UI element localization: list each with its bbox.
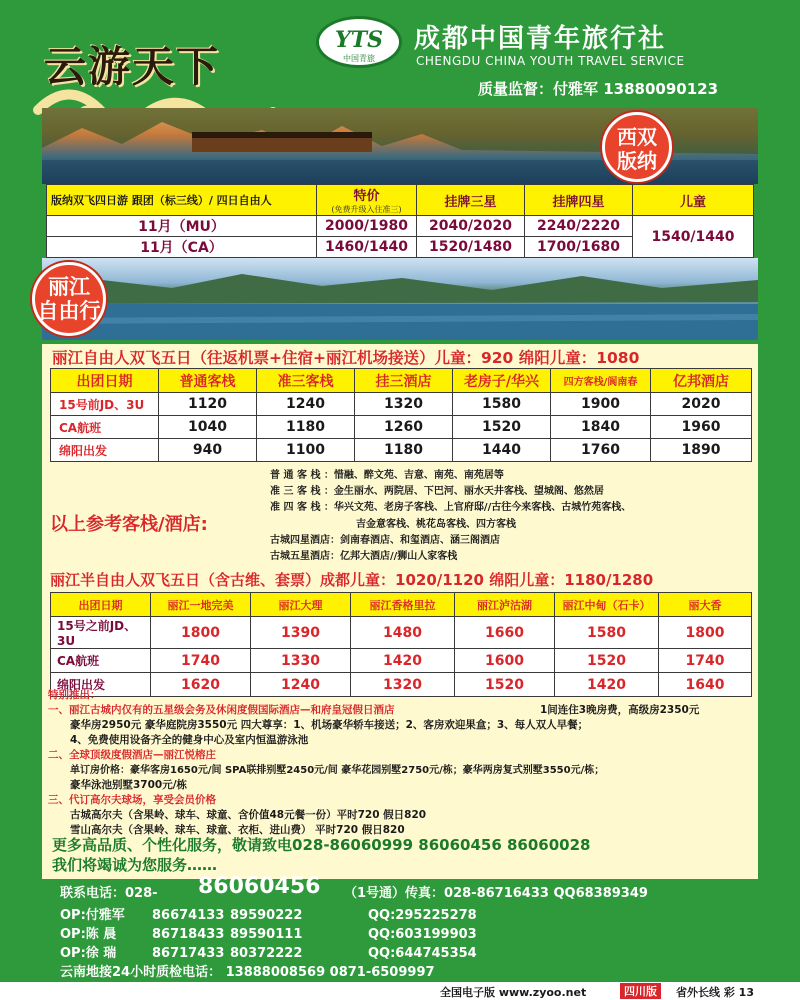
table-cell: 1600 bbox=[455, 649, 555, 673]
table-header-cell: 普通客栈 bbox=[159, 369, 257, 393]
table-header-cell: 丽江一地完美 bbox=[151, 593, 251, 617]
table-header-cell: 丽江大理 bbox=[251, 593, 351, 617]
logo-subtitle: 中国青旅 bbox=[343, 54, 375, 63]
special-offer-3-line: 古城高尔夫（含果岭、球车、球童、含价值48元餐一份）平时720 假日820 bbox=[70, 809, 427, 821]
footer-bar bbox=[0, 982, 800, 1000]
table-header-row bbox=[47, 185, 754, 216]
reference-line: 古城四星酒店：剑南春酒店、和玺酒店、涵三阁酒店 bbox=[270, 534, 500, 546]
table-cell: 1040 bbox=[159, 416, 257, 439]
table-cell: 1580 bbox=[453, 393, 551, 416]
table-header-cell: 亿邦酒店 bbox=[651, 369, 752, 393]
table-cell: 1120 bbox=[159, 393, 257, 416]
lake-scene-decoration bbox=[42, 258, 758, 340]
table-cell: 11月（CA） bbox=[47, 237, 317, 258]
table-cell: 1840 bbox=[551, 416, 651, 439]
table-cell: 1580 bbox=[555, 617, 659, 649]
special-offers-heading: 特别推出： bbox=[48, 689, 101, 701]
main-phone-row bbox=[48, 874, 756, 906]
lijiang-semi-free-title: 丽江半自由人双飞五日（含古维、套票）成都儿童：1020/1120 绵阳儿童：1180/1280 bbox=[50, 571, 654, 589]
table-cell: 1420 bbox=[351, 649, 455, 673]
special-offer-2-line: 豪华泳池别墅3700元/栋 bbox=[70, 779, 188, 791]
table-cell: 1800 bbox=[151, 617, 251, 649]
cta-line: 我们将竭诚为您服务…… bbox=[52, 856, 218, 874]
lijiang-badge bbox=[32, 262, 106, 336]
reference-hotels-title: 以上参考客栈/酒店: bbox=[50, 514, 208, 535]
table-header-cell: 四方客栈/阆南春 bbox=[551, 369, 651, 393]
reference-line: 普 通 客 栈 ：惜融、醉文苑、吉意、南苑、南苑居等 bbox=[270, 470, 504, 481]
table-header-cell: 丽江香格里拉 bbox=[351, 593, 455, 617]
table-cell: 1620 bbox=[151, 673, 251, 697]
reference-line: 准 四 客 栈 ：华兴文苑、老房子客栈、上官府邸//古往今来客栈、古城竹苑客栈、 bbox=[270, 502, 632, 514]
xsbn-price-table bbox=[46, 184, 754, 258]
agency-name-en: CHENGDU CHINA YOUTH TRAVEL SERVICE bbox=[416, 54, 685, 68]
table-header-cell: 特价 (免费升级入住准三) bbox=[317, 185, 417, 216]
special-offer-2: 二、全球顶级度假酒店—丽江悦榕庄 bbox=[48, 749, 216, 761]
lijiang-badge-line2: 自由行 bbox=[37, 299, 101, 323]
operator-row: OP:付雅军 86674133 89590222 QQ:295225278 bbox=[60, 908, 477, 923]
special-offer-3: 三、代订高尔夫球场，享受会员价格 bbox=[48, 794, 216, 806]
xsbn-badge-line1: 西双 bbox=[617, 125, 657, 149]
table-cell: 1420 bbox=[555, 673, 659, 697]
footer-edition: 四川版 bbox=[620, 983, 661, 999]
table-cell: 1330 bbox=[251, 649, 351, 673]
special-offer-1-line: 4、免费使用设备齐全的健身中心及室内恒温游泳池 bbox=[70, 734, 309, 746]
table-cell: 1240 bbox=[251, 673, 351, 697]
table-cell: 1890 bbox=[651, 439, 752, 462]
brand-logo-text: 云游天下 bbox=[44, 42, 221, 91]
table-header-cell: 老房子/华兴 bbox=[453, 369, 551, 393]
fax-qq: （1号通）传真：028-86716433 QQ68389349 bbox=[344, 886, 648, 901]
quality-supervisor: 质量监督：付雅军 13880090123 bbox=[478, 80, 719, 98]
table-row bbox=[47, 216, 754, 237]
table-cell: 1320 bbox=[351, 673, 455, 697]
table-row bbox=[51, 649, 752, 673]
table-cell: 绵阳出发 bbox=[51, 439, 159, 462]
table-cell: 940 bbox=[159, 439, 257, 462]
table-cell: 1740 bbox=[151, 649, 251, 673]
table-cell: 1480 bbox=[351, 617, 455, 649]
table-header-cell: 准三客栈 bbox=[257, 369, 355, 393]
lijiang-free-title: 丽江自由人双飞五日（往返机票+住宿+丽江机场接送）儿童：920 绵阳儿童：1080 bbox=[52, 349, 640, 367]
table-cell: 1320 bbox=[355, 393, 453, 416]
table-cell: 1100 bbox=[257, 439, 355, 462]
reference-line: 古城五星酒店：亿邦大酒店//狮山人家客栈 bbox=[270, 551, 458, 563]
table-cell: 1900 bbox=[551, 393, 651, 416]
phone-label: 联系电话：028- bbox=[60, 886, 158, 901]
table-cell: 1740 bbox=[659, 649, 752, 673]
table-cell: 1960 bbox=[651, 416, 752, 439]
table-cell: 1460/1440 bbox=[317, 237, 417, 258]
yunnan-hotline: 云南地接24小时质检电话： 13888008569 0871-6509997 bbox=[60, 965, 435, 980]
special-offer-1: 一、丽江古城内仅有的五星级会务及休闲度假国际酒店—和府皇冠假日酒店 1间连住3晚房费，高级房2350元 bbox=[48, 704, 700, 716]
table-header-cell: 丽江泸沽湖 bbox=[455, 593, 555, 617]
table-header-cell: 挂三酒店 bbox=[355, 369, 453, 393]
table-header-cell: 挂牌四星 bbox=[525, 185, 633, 216]
table-cell: 1180 bbox=[257, 416, 355, 439]
table-cell: 1260 bbox=[355, 416, 453, 439]
table-cell: 2020 bbox=[651, 393, 752, 416]
special-offer-1-line: 豪华房2950元 豪华庭院房3550元 四大尊享：1、机场豪华轿车接送；2、客房欢迎果盒；3、每人双人早餐； bbox=[70, 719, 589, 731]
footer-site: 全国电子版 www.zyoo.net bbox=[440, 986, 587, 999]
main-phone-number: 86060456 bbox=[198, 874, 321, 899]
table-cell: 1520 bbox=[453, 416, 551, 439]
table-cell: 1660 bbox=[455, 617, 555, 649]
contact-block bbox=[48, 874, 756, 982]
table-cell: 1800 bbox=[659, 617, 752, 649]
table-cell: CA航班 bbox=[51, 649, 151, 673]
reference-line: 准 三 客 栈 ：金生丽水、两院居、下巴河、丽水天井客栈、望城阁、悠然居 bbox=[270, 486, 604, 498]
table-header-cell: 儿童 bbox=[633, 185, 754, 216]
table-row bbox=[51, 617, 752, 649]
table-header-cell: 丽大香 bbox=[659, 593, 752, 617]
logo-letters: YTS bbox=[335, 27, 383, 53]
reference-hotels-list bbox=[270, 468, 631, 565]
agency-logo bbox=[316, 16, 402, 68]
table-header-cell: 出团日期 bbox=[51, 369, 159, 393]
xsbn-badge-line2: 版纳 bbox=[617, 149, 657, 173]
table-header-cell: 挂牌三星 bbox=[417, 185, 525, 216]
table-cell-child-price: 1540/1440 bbox=[633, 216, 754, 258]
lijiang-photo bbox=[42, 258, 758, 340]
table-cell: 15号之前JD、3U bbox=[51, 617, 151, 649]
xsbn-badge bbox=[602, 112, 672, 182]
table-row bbox=[51, 416, 752, 439]
lijiang-badge-line1: 丽江 bbox=[48, 275, 90, 299]
agency-name-cn: 成都中国青年旅行社 bbox=[414, 24, 667, 54]
reference-line: 吉金意客栈、桃花岛客栈、四方客栈 bbox=[356, 518, 516, 530]
operator-row: OP:徐 瑞 86717433 80372222 QQ:644745354 bbox=[60, 946, 477, 961]
table-header-row bbox=[51, 369, 752, 393]
call-to-action bbox=[52, 835, 590, 875]
operator-row: OP:陈 晨 86718433 89590111 QQ:603199903 bbox=[60, 927, 477, 942]
table-cell: 1520 bbox=[455, 673, 555, 697]
table-cell: 2240/2220 bbox=[525, 216, 633, 237]
special-offers bbox=[48, 688, 756, 838]
table-cell: 1180 bbox=[355, 439, 453, 462]
cta-line: 更多高品质、个性化服务，敬请致电028-86060999 86060456 86060028 bbox=[52, 836, 591, 854]
table-cell: 1700/1680 bbox=[525, 237, 633, 258]
special-offer-3-line: 雪山高尔夫（含果岭、球车、球童、衣柜、进山费） 平时720 假日820 bbox=[70, 824, 405, 836]
table-cell: 15号前JD、3U bbox=[51, 393, 159, 416]
table-cell: 2040/2020 bbox=[417, 216, 525, 237]
lijiang-semi-free-price-table bbox=[50, 592, 752, 697]
lijiang-free-price-table bbox=[50, 368, 752, 462]
table-cell: 11月（MU） bbox=[47, 216, 317, 237]
table-cell: 2000/1980 bbox=[317, 216, 417, 237]
table-cell: 1390 bbox=[251, 617, 351, 649]
table-row bbox=[51, 393, 752, 416]
table-cell: 1520/1480 bbox=[417, 237, 525, 258]
special-offer-2-line: 单订房价格：豪华客房1650元/间 SPA联排别墅2450元/间 豪华花园别墅2750元/栋；豪华两房复式别墅3550元/栋； bbox=[70, 765, 605, 776]
table-cell: CA航班 bbox=[51, 416, 159, 439]
table-cell: 1440 bbox=[453, 439, 551, 462]
table-cell: 1760 bbox=[551, 439, 651, 462]
table-header-cell: 丽江中甸（石卡） bbox=[555, 593, 659, 617]
table-cell: 1520 bbox=[555, 649, 659, 673]
table-header-cell: 版纳双飞四日游 跟团（标三线）/ 四日自由人 bbox=[47, 185, 317, 216]
footer-page: 省外长线 彩 13 bbox=[676, 986, 754, 999]
header bbox=[0, 0, 800, 108]
table-header-cell: 出团日期 bbox=[51, 593, 151, 617]
table-cell: 1640 bbox=[659, 673, 752, 697]
table-cell: 绵阳出发 bbox=[51, 673, 151, 697]
table-row bbox=[51, 439, 752, 462]
table-header-row bbox=[51, 593, 752, 617]
table-cell: 1240 bbox=[257, 393, 355, 416]
